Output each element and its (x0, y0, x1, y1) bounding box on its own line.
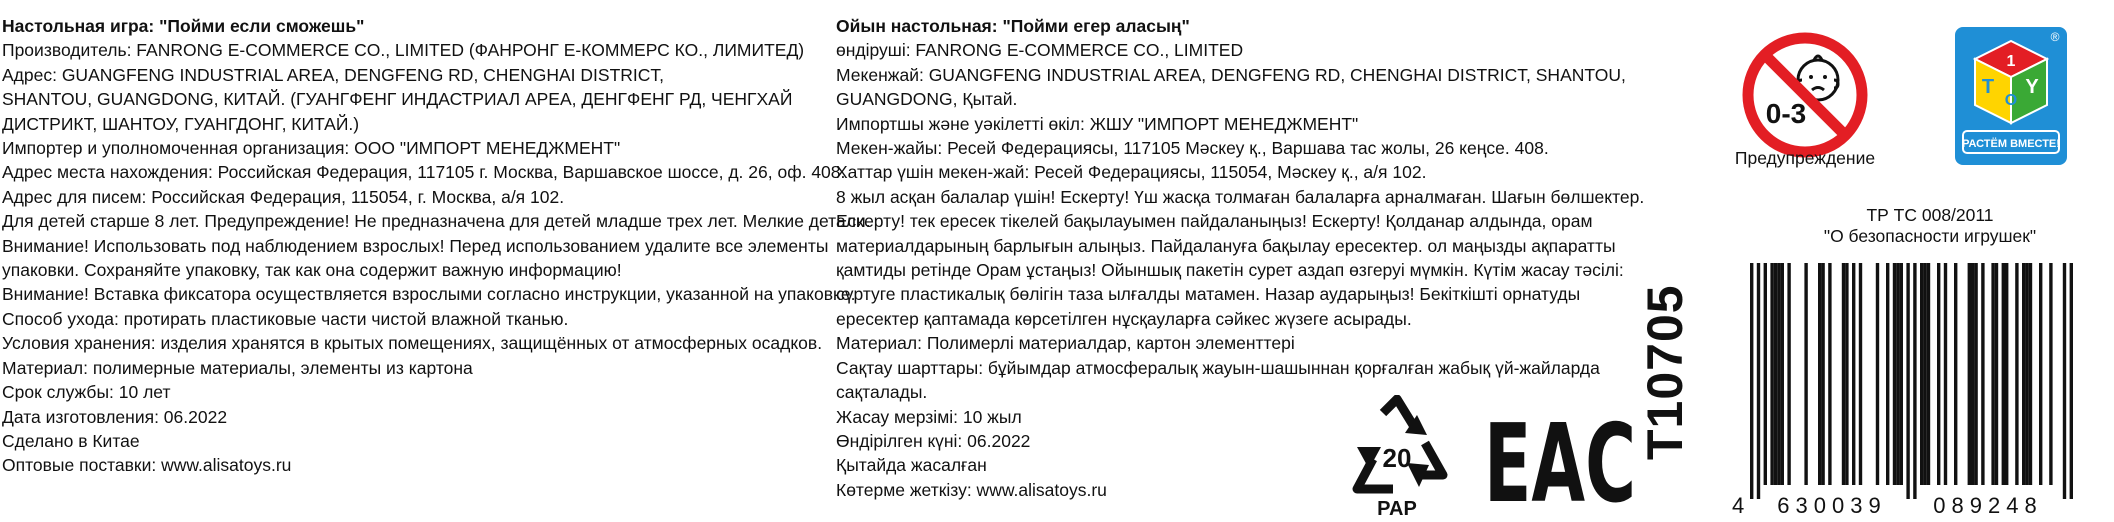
barcode-bar (1971, 263, 1974, 485)
kz-info-line: Хаттар үшін мекен-жай: Ресей Федерациясы, 115054, Мәскеу қ., а/я 102. (836, 162, 1427, 183)
barcode-bar (1757, 263, 1760, 499)
kz-info-line: ересектер қаптамада көрсетілген нұсқауларға сәйкес жүзеге асырады. (836, 308, 1412, 329)
kz-info-line: Мекен-жайы: Ресей Федерациясы, 117105 Мәскеу қ., Варшава тас жолы, 26 кеңсе. 408. (836, 138, 1549, 159)
age-restriction-text: 0-3 (1765, 98, 1807, 129)
barcode-bar (2039, 263, 2042, 485)
barcode-group-2: 089248 (1933, 493, 2043, 518)
barcode-bar (1876, 263, 1879, 485)
logo-letter-y: Y (2025, 76, 2039, 98)
barcode-bar (1842, 263, 1845, 485)
barcode-bar (2025, 263, 2028, 485)
ru-info-lines (2, 38, 871, 477)
kz-info-line: Өндірілген күні: 06.2022 (836, 430, 1031, 451)
barcode-bar (1774, 263, 1777, 485)
barcode-bar (2015, 263, 2018, 485)
barcode-bar (1845, 263, 1848, 485)
barcode-lead-digit: 4 (1732, 493, 1745, 518)
kz-info-line: Ескерту! тек ересек тікелей бақылауымен пайдаланыңыз! Ескерту! Қолданар алдында, орам (836, 211, 1593, 232)
logo-digit-1: 1 (2006, 53, 2016, 70)
kz-info-line: Сақтау шарттары: бұйымдар атмосфералық жауын-шашыннан қорғалған жабық үй-жайларда (836, 357, 1600, 378)
ru-info-line: Внимание! Вставка фиксатора осуществляется взрослыми согласно инструкции, указанной на упаковке. (2, 284, 856, 305)
barcode-bar (1923, 263, 1926, 485)
barcode-bar (1821, 263, 1824, 485)
barcode-bar (1893, 263, 1896, 485)
kz-info-line: Қытайда жасалған (836, 455, 987, 476)
ru-info-line: Производитель: FANRONG E-COMMERCE CO., LIMITED (ФАНРОНГ Е-КОММЕРС КО., ЛИМИТЕД) (2, 40, 805, 61)
recycle-code: 20 (1382, 443, 1412, 473)
russian-info-column (2, 14, 871, 478)
kz-info-line: GUANGDONG, Қытай. (836, 89, 1018, 110)
ru-info-line: SHANTOU, GUANGDONG, КИТАЙ. (ГУАНГФЕНГ ИНДАСТРИАЛ АРЕА, ДЕНГФЕНГ РД, ЧЕНГХАЙ (2, 89, 793, 110)
barcode-bar (1920, 263, 1923, 485)
ru-info-line: Адрес для писем: Российская Федерация, 115054, г. Москва, а/я 102. (2, 186, 565, 207)
ru-info-line: Адрес: GUANGFENG INDUSTRIAL AREA, DENGFENG RD, CHENGHAI DISTRICT, (2, 64, 665, 85)
barcode-bar (2063, 263, 2066, 499)
ru-info-line: Для детей старше 8 лет. Предупреждение! Не предназначена для детей младше трех лет. Мелкие детали. (2, 211, 871, 232)
barcode-bar (1913, 263, 1916, 499)
barcode-bar (1906, 263, 1909, 499)
barcode-bar (1777, 263, 1780, 485)
eac-mark-text: EAC (1484, 402, 1636, 505)
toy-cube-icon (1975, 41, 2047, 123)
barcode-bar (1995, 263, 1998, 485)
kz-info-line: өндіруші: FANRONG E-COMMERCE CO., LIMITED (836, 40, 1244, 61)
eac-mark-icon (1480, 395, 1640, 505)
barcode-bar (1804, 263, 1807, 485)
kz-info-line: Көтерме жеткізу: www.alisatoys.ru (836, 479, 1107, 500)
barcode-bar (2049, 263, 2052, 485)
barcode-bar (1750, 263, 1753, 499)
kz-info-line: материалдарының барлығын алыңыз. Пайдалануға бақылау ересектер. ол маңызды ақпаратты (836, 235, 1616, 256)
barcode-bar (1859, 263, 1862, 485)
ru-info-line: упаковки. Сохраняйте упаковку, так как она содержит важную информацию! (2, 260, 622, 281)
logo-banner-text: РАСТЁМ ВМЕСТЕ! (1962, 138, 2060, 150)
kz-info-line: Жасау мерзімі: 10 жыл (836, 406, 1022, 427)
barcode-bar (2029, 263, 2032, 485)
barcode-bar (2070, 263, 2073, 499)
barcode-bar (1991, 263, 1994, 485)
warning-label: Предупреждение (1734, 148, 1876, 168)
recycling-pap-icon (1335, 395, 1460, 520)
ru-info-line: Способ ухода: протирать пластиковые части чистой влажной тканью. (2, 308, 569, 329)
kz-info-line: сақталады. (836, 382, 928, 403)
barcode-bar (1828, 263, 1831, 485)
ru-info-line: Адрес места нахождения: Российская Федерация, 117105 г. Москва, Варшавское шоссе, д. 26, оф. 408. (2, 162, 846, 183)
barcode-bar (1886, 263, 1889, 485)
logo-letter-t: T (1981, 76, 1995, 98)
barcode-bar (1770, 263, 1773, 485)
ru-info-line: ДИСТРИКТ, ШАНТОУ, ГУАНГДОНГ, КИТАЙ.) (2, 113, 360, 134)
ru-info-line: Внимание! Использовать под наблюдением взрослых! Перед использованием удалите все элементы (2, 235, 829, 256)
barcode-bar (1968, 263, 1971, 485)
cert-title: "О безопасности игрушек" (1823, 226, 2037, 246)
kz-info-line: Материал: Полимерлі материалдар, картон элементтері (836, 333, 1295, 354)
ru-info-line: Условия хранения: изделия хранятся в крытых помещениях, защищённых от атмосферных осадков. (2, 333, 823, 354)
barcode-bar (1927, 263, 1930, 485)
barcode-bar (2005, 263, 2008, 485)
barcode-bar (1981, 263, 1984, 485)
barcode-bar (1974, 263, 1977, 485)
kz-info-line: Мекенжай: GUANGFENG INDUSTRIAL AREA, DENGFENG RD, CHENGHAI DISTRICT, SHANTOU, (836, 64, 1626, 85)
ru-info-line: Оптовые поставки: www.alisatoys.ru (2, 455, 292, 476)
kz-info-line: сүртуге пластикалық бөлігін таза ылғалды матамен. Назар аударыңыз! Бекіткішті орнатуды (836, 284, 1581, 305)
certification-text (1760, 205, 2100, 247)
barcode-bar (1764, 263, 1767, 485)
logo-registered-mark: ® (2050, 30, 2060, 44)
barcode-bar (1818, 263, 1821, 485)
barcode-bar (1937, 263, 1940, 485)
barcode-bar (1781, 263, 1784, 485)
ru-product-title: Настольная игра: "Пойми если сможешь" (2, 16, 365, 36)
ru-info-line: Срок службы: 10 лет (2, 382, 171, 403)
kz-info-line: 8 жыл асқан балалар үшін! Ескерту! Үш жасқа толмаған балаларға арналмаған. Шағын бөлшектер. (836, 186, 1645, 207)
ru-info-line: Материал: полимерные материалы, элементы из картона (2, 357, 473, 378)
kz-info-line: қамтиды ретінде Орам ұстаңыз! Ойыншық пакетін сурет аздап өзгеруі мүмкін. Күтім жасау тәсілі: (836, 260, 1624, 281)
barcode-bar (1900, 263, 1903, 485)
barcode-bar (1944, 263, 1947, 485)
barcode-bar (2002, 263, 2005, 485)
kz-info-line: Импортшы және уәкілетті өкіл: ЖШУ "ИМПОРТ МЕНЕДЖМЕНТ" (836, 113, 1359, 134)
ru-info-line: Сделано в Китае (2, 430, 140, 451)
logo-letter-o: O (2004, 92, 2018, 109)
no-children-under-3-icon (1740, 30, 1870, 160)
barcode-bar (2022, 263, 2025, 485)
barcode-group-1: 630039 (1777, 493, 1887, 518)
ean13-barcode (1728, 263, 2088, 519)
barcode-bar (1896, 263, 1899, 485)
article-number: T10705 (1637, 284, 1693, 460)
ru-info-line: Дата изготовления: 06.2022 (2, 406, 228, 427)
ru-info-line: Импортер и уполномоченная организация: ООО "ИМПОРТ МЕНЕДЖМЕНТ" (2, 138, 621, 159)
barcode-bar (1954, 263, 1957, 485)
cert-standard: ТР ТС 008/2011 (1866, 205, 1994, 225)
barcode-bars (1750, 263, 2073, 499)
barcode-bar (1852, 263, 1855, 485)
kz-product-title: Ойын настольная: "Пойми егер аласың" (836, 16, 1190, 36)
recycle-label: PAP (1377, 498, 1417, 520)
barcode-bar (1787, 263, 1790, 485)
1toy-logo (1955, 27, 2067, 165)
